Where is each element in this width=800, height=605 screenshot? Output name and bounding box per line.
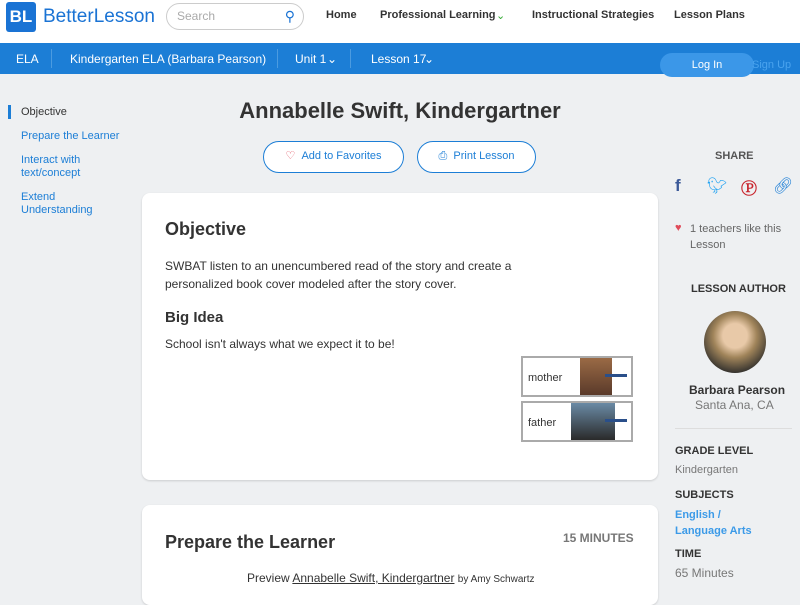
lesson-author-heading: LESSON AUTHOR: [691, 283, 786, 295]
big-idea-heading: Big Idea: [165, 309, 224, 326]
divider: [51, 49, 52, 68]
card-label: father: [528, 417, 557, 429]
login-button[interactable]: Log In: [660, 53, 754, 77]
book-author: by Amy Schwartz: [457, 574, 535, 585]
breadcrumb-subject[interactable]: ELA: [16, 52, 39, 66]
print-icon: ⎙: [438, 150, 448, 162]
subject-link[interactable]: English / Language Arts: [675, 509, 752, 537]
heart-icon: ♡: [285, 150, 296, 162]
heart-icon: ♥: [675, 222, 682, 234]
card-label: mother: [528, 372, 563, 384]
pinterest-icon[interactable]: Ⓟ: [741, 181, 758, 198]
logo[interactable]: BL: [6, 2, 36, 32]
print-label: Print Lesson: [453, 150, 515, 162]
print-lesson-button[interactable]: [417, 141, 536, 173]
nav-professional-learning[interactable]: Professional Learning: [380, 9, 496, 21]
search-placeholder: Search: [177, 9, 216, 23]
likes-count: 1 teachers like this Lesson: [690, 223, 782, 251]
breadcrumb-course[interactable]: Kindergarten ELA (Barbara Pearson): [70, 52, 267, 66]
sidebar-item-prepare[interactable]: Prepare the Learner: [21, 130, 120, 142]
vocab-card-father: [521, 401, 633, 442]
vocab-card-mother: [521, 356, 633, 397]
link-icon[interactable]: 🔗︎: [773, 178, 794, 195]
objective-text: SWBAT listen to an unencumbered read of the story and create a personalized book cover modeled after the story cover.: [165, 259, 512, 291]
time-label: TIME: [675, 548, 702, 560]
objective-heading: Objective: [165, 219, 247, 239]
page-title: Annabelle Swift, Kindergartner: [239, 98, 561, 123]
breadcrumb-lesson[interactable]: Lesson 17: [371, 52, 427, 66]
chevron-down-icon[interactable]: ⌄: [496, 10, 506, 22]
search-input[interactable]: [166, 3, 304, 30]
time-value: 65 Minutes: [675, 566, 734, 580]
twitter-icon[interactable]: 🐦︎: [707, 178, 728, 195]
sidebar-item-objective[interactable]: Objective: [21, 106, 67, 118]
nav-instructional-strategies[interactable]: Instructional Strategies: [532, 9, 655, 21]
chevron-down-icon[interactable]: ⌄: [327, 52, 338, 66]
author-name[interactable]: Barbara Pearson: [689, 383, 786, 397]
nav-home[interactable]: Home: [326, 9, 357, 21]
arrow-icon: [605, 419, 627, 422]
nav-lesson-plans[interactable]: Lesson Plans: [674, 9, 745, 21]
prepare-time: 15 MINUTES: [563, 531, 634, 545]
avatar[interactable]: [704, 311, 766, 373]
sidebar-item-extend[interactable]: Extend Understanding: [21, 191, 93, 216]
add-to-favorites-button[interactable]: [263, 141, 404, 173]
author-location: Santa Ana, CA: [695, 398, 774, 412]
brand-name[interactable]: BetterLesson: [43, 6, 155, 27]
active-indicator: [8, 105, 11, 119]
divider: [350, 49, 351, 68]
sidebar-item-interact[interactable]: Interact with text/concept: [21, 154, 81, 179]
grade-level-value: Kindergarten: [675, 464, 738, 476]
arrow-icon: [605, 374, 627, 377]
grade-level-label: GRADE LEVEL: [675, 445, 754, 457]
divider: [675, 428, 792, 429]
search-icon[interactable]: ⚲: [284, 8, 295, 24]
favorites-label: Add to Favorites: [301, 150, 382, 162]
prepare-card: [142, 505, 658, 605]
prepare-heading: Prepare the Learner: [165, 532, 336, 552]
chevron-down-icon[interactable]: ⌄: [424, 52, 435, 66]
breadcrumb-unit[interactable]: Unit 1: [295, 52, 327, 66]
facebook-icon[interactable]: f: [675, 176, 681, 195]
preview-line: [247, 569, 535, 589]
signup-link[interactable]: Sign Up: [752, 59, 792, 71]
top-header: [0, 0, 800, 43]
big-idea-text: School isn't always what we expect it to be!: [165, 337, 395, 351]
share-heading: SHARE: [715, 150, 754, 162]
book-link[interactable]: Annabelle Swift, Kindergartner: [292, 571, 455, 585]
preview-label: Preview: [247, 571, 290, 585]
subjects-label: SUBJECTS: [675, 489, 734, 501]
divider: [277, 49, 278, 68]
